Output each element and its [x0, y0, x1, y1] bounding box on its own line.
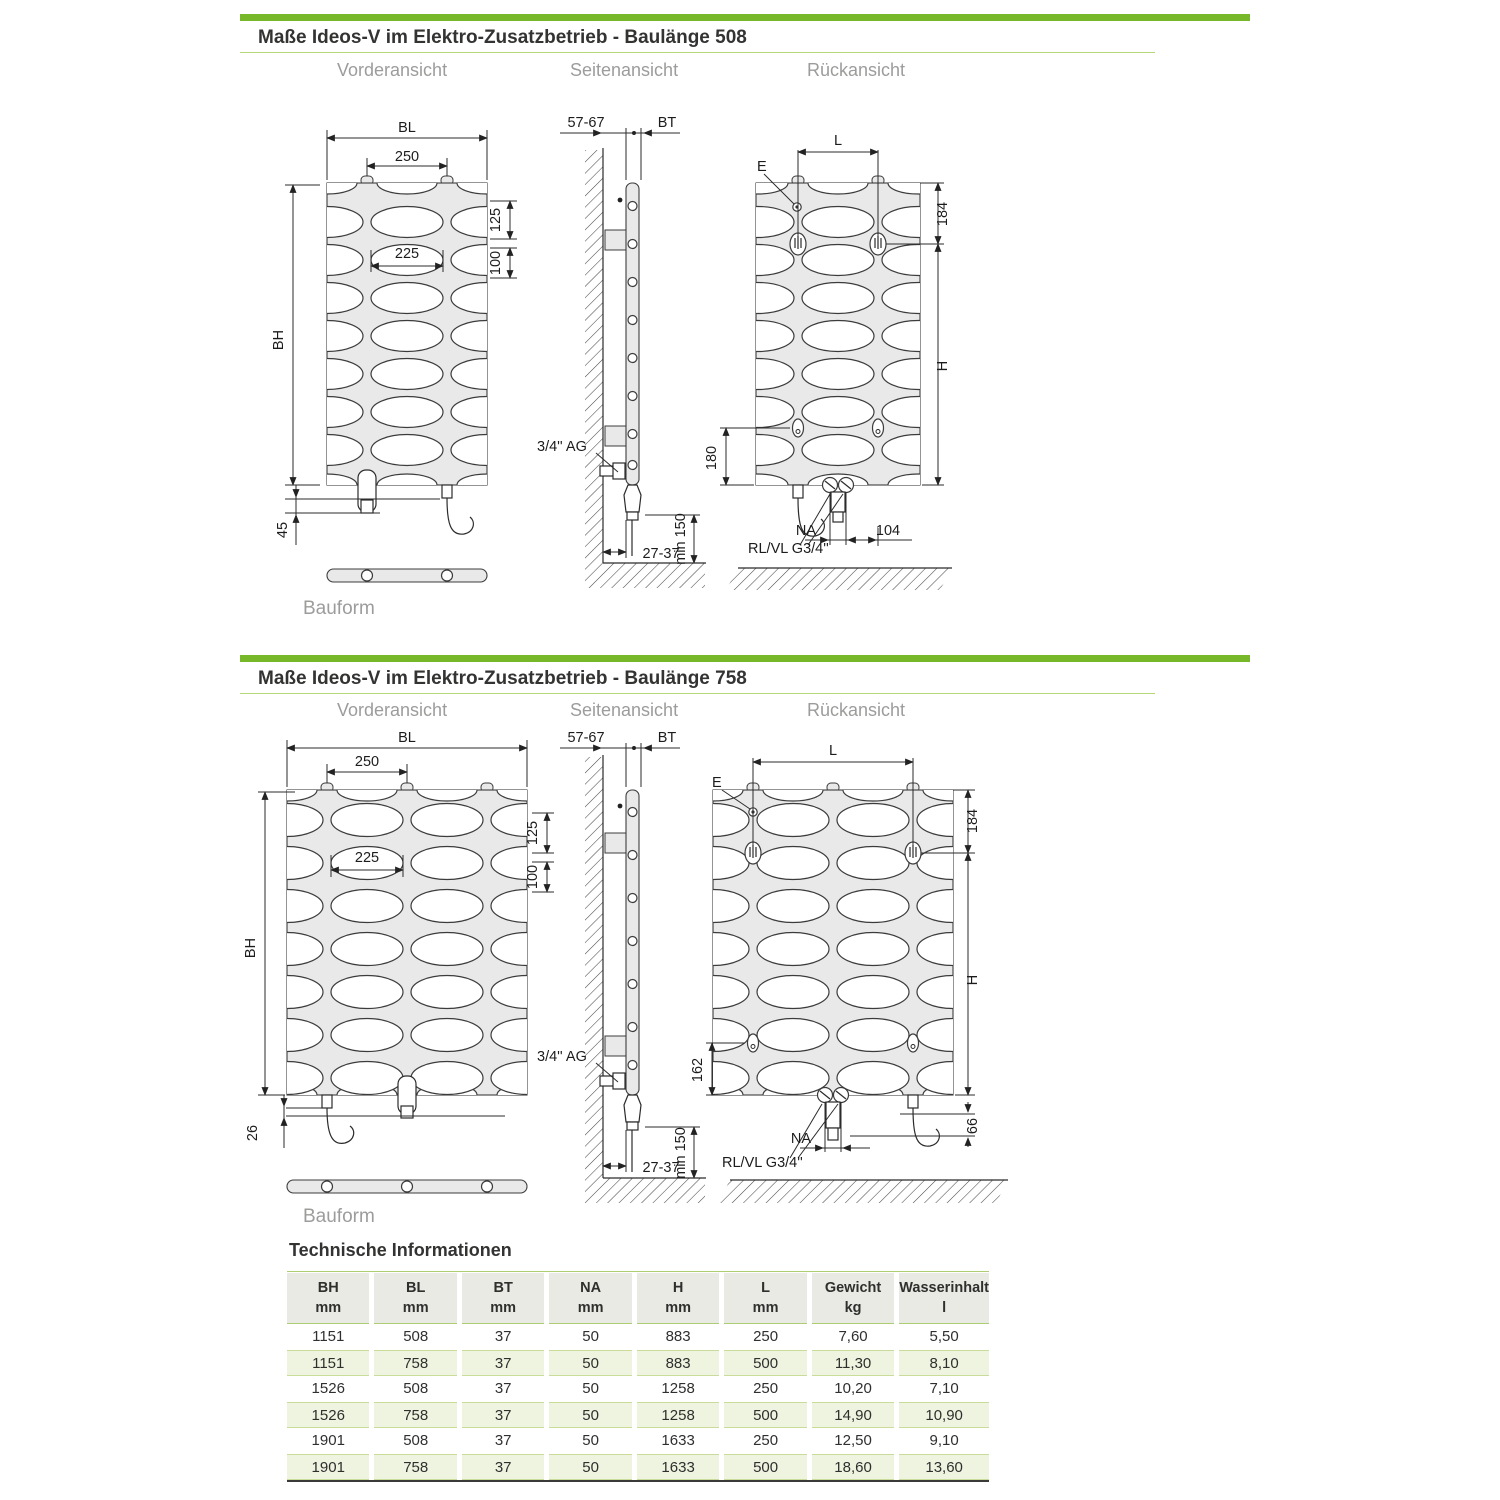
section2-accent-bar [240, 655, 1250, 662]
cell: 13,60 [899, 1454, 989, 1480]
cable-fitting [322, 1095, 332, 1108]
cable-fitting [442, 485, 452, 498]
cell: 500 [724, 1402, 806, 1428]
cell: 37 [462, 1402, 544, 1428]
cell: 10,20 [812, 1376, 894, 1402]
cell: 1526 [287, 1402, 369, 1428]
bauform-label-508: Bauform [303, 598, 375, 619]
cable-fitting [793, 485, 803, 498]
cell: 50 [549, 1428, 631, 1454]
label-e: E [712, 775, 722, 791]
cell: 1633 [637, 1454, 719, 1480]
dim-bt: BT [657, 730, 677, 746]
cell: 37 [462, 1428, 544, 1454]
cell: 12,50 [812, 1428, 894, 1454]
cell: 50 [549, 1454, 631, 1480]
cell: 37 [462, 1324, 544, 1350]
dim-bt: BT [657, 115, 677, 131]
ag-fitting [600, 1076, 614, 1086]
dim-27-37: 27-37 [642, 546, 680, 562]
dim-45: 45 [275, 521, 291, 539]
section2-divider [240, 693, 1155, 694]
dim-162: 162 [690, 1057, 706, 1083]
dim-66: 66 [965, 1117, 981, 1135]
section2-title: Maße Ideos-V im Elektro-Zusatzbetrieb - Baulänge 758 [258, 668, 747, 689]
wall-hatch [585, 150, 603, 563]
dim-h: H [935, 360, 951, 372]
cell: 758 [374, 1402, 456, 1428]
dim-225: 225 [394, 246, 420, 262]
section1-accent-bar [240, 14, 1250, 21]
cell: 11,30 [812, 1350, 894, 1376]
air-vent [618, 804, 623, 809]
cell: 1151 [287, 1324, 369, 1350]
table-heading: Technische Informationen [289, 1240, 512, 1260]
label-ag: 3/4'' AG [537, 1049, 587, 1065]
label-e: E [757, 159, 767, 175]
cell: 10,90 [899, 1402, 989, 1428]
section2-label-side: Seitenansicht [570, 700, 679, 720]
bauform-label-758: Bauform [303, 1206, 375, 1227]
dim-225: 225 [354, 850, 380, 866]
wall-bracket [605, 426, 626, 446]
cell: 37 [462, 1350, 544, 1376]
dim-min150: min 150 [673, 1127, 689, 1179]
label-rlvl: RL/VL G3/4'' [748, 541, 829, 557]
side-view-508 [537, 115, 706, 588]
column-header-l: L mm [724, 1273, 806, 1324]
floor-hatch [585, 1178, 705, 1203]
cell: 508 [374, 1428, 456, 1454]
bauform-profile-758 [287, 1180, 527, 1193]
lower-bracket [748, 1034, 759, 1052]
cell: 250 [724, 1376, 806, 1402]
cell: 500 [724, 1454, 806, 1480]
lower-bracket [793, 419, 804, 437]
section2-drawing-758 [0, 730, 1500, 1235]
dim-l: L [828, 743, 838, 759]
valve-block [818, 1088, 849, 1141]
dim-250: 250 [354, 754, 380, 770]
cell: 37 [462, 1376, 544, 1402]
cell: 1258 [637, 1402, 719, 1428]
dim-bl: BL [398, 120, 416, 136]
cell: 883 [637, 1324, 719, 1350]
dim-125: 125 [488, 207, 504, 233]
floor-hatch [726, 568, 952, 590]
cell: 9,10 [899, 1428, 989, 1454]
dim-h: H [965, 974, 981, 986]
cell: 7,60 [812, 1324, 894, 1350]
section1-title: Maße Ideos-V im Elektro-Zusatzbetrieb - Baulänge 508 [258, 27, 747, 48]
cell: 758 [374, 1350, 456, 1376]
dim-57-67: 57-67 [567, 115, 605, 131]
column-header-h: H mm [637, 1273, 719, 1324]
ag-fitting [600, 466, 614, 476]
cable-hook [447, 498, 473, 534]
dim-bl: BL [398, 730, 416, 746]
section1-label-side: Seitenansicht [570, 60, 679, 80]
dim-184: 184 [935, 201, 951, 227]
label-ag: 3/4'' AG [537, 439, 587, 455]
wall-bracket [605, 1036, 626, 1056]
cell: 758 [374, 1454, 456, 1480]
section2-label-rear: Rückansicht [807, 700, 906, 720]
wall-hatch [585, 757, 603, 1178]
cell: 50 [549, 1324, 631, 1350]
label-rlvl: RL/VL G3/4'' [722, 1155, 803, 1171]
dim-100: 100 [488, 250, 504, 276]
dim-bh: BH [243, 937, 259, 959]
section1-label-rear: Rückansicht [807, 60, 906, 80]
lower-bracket [873, 419, 884, 437]
cell: 18,60 [812, 1454, 894, 1480]
cell: 14,90 [812, 1402, 894, 1428]
dim-184: 184 [965, 808, 981, 834]
wall-bracket [605, 833, 626, 853]
dim-26: 26 [245, 1124, 261, 1142]
air-vent [618, 198, 623, 203]
cell: 37 [462, 1454, 544, 1480]
floor-hatch [585, 563, 705, 588]
cell: 883 [637, 1350, 719, 1376]
dim-na: NA [790, 1131, 811, 1147]
section1-divider [240, 52, 1155, 53]
column-header-gewicht: Gewicht kg [812, 1273, 894, 1324]
cell: 1901 [287, 1428, 369, 1454]
column-header-bl: BL mm [374, 1273, 456, 1324]
column-header-bt: BT mm [462, 1273, 544, 1324]
lower-bracket [908, 1034, 919, 1052]
cell: 50 [549, 1376, 631, 1402]
cable-fitting [908, 1095, 918, 1108]
front-view-758 [243, 730, 563, 1148]
side-view-758 [537, 730, 706, 1203]
column-header-na: NA mm [549, 1273, 631, 1324]
dim-104: 104 [875, 523, 901, 539]
technical-information-section [287, 1240, 989, 1482]
dim-250: 250 [394, 149, 420, 165]
section1-label-front: Vorderansicht [337, 60, 448, 80]
cable-hook [327, 1108, 354, 1143]
e-connection-point [793, 203, 801, 211]
front-view-508 [271, 120, 523, 545]
cell: 7,10 [899, 1376, 989, 1402]
cell: 250 [724, 1324, 806, 1350]
cell: 1901 [287, 1454, 369, 1480]
column-header-wasserinhalt: Wasserinhalt l [899, 1273, 989, 1324]
cell: 1151 [287, 1350, 369, 1376]
cell: 1526 [287, 1376, 369, 1402]
cell: 250 [724, 1428, 806, 1454]
cell: 50 [549, 1402, 631, 1428]
table-bottom-border [287, 1480, 989, 1482]
dim-min150: min 150 [673, 513, 689, 565]
cell: 1258 [637, 1376, 719, 1402]
dim-57-67: 57-67 [567, 730, 605, 746]
floor-hatch [718, 1180, 1008, 1203]
dim-l: L [833, 133, 843, 149]
dim-bh: BH [271, 329, 287, 351]
cell: 50 [549, 1350, 631, 1376]
valve-body [624, 1095, 641, 1122]
bauform-profile-508 [327, 569, 487, 582]
radiator-profile [626, 183, 639, 485]
dim-27-37: 27-37 [642, 1160, 680, 1176]
cell: 8,10 [899, 1350, 989, 1376]
cell: 500 [724, 1350, 806, 1376]
cell: 508 [374, 1324, 456, 1350]
cell: 1633 [637, 1428, 719, 1454]
cell: 508 [374, 1376, 456, 1402]
dim-na: NA [795, 523, 816, 539]
section2-label-front: Vorderansicht [337, 700, 448, 720]
valve-body [624, 485, 641, 512]
dim-125: 125 [525, 820, 541, 846]
dim-180: 180 [704, 445, 720, 471]
column-header-bh: BH mm [287, 1273, 369, 1324]
dim-100: 100 [525, 864, 541, 890]
technical-table [287, 1271, 989, 1480]
wall-bracket [605, 230, 626, 250]
section1-drawing-508 [0, 100, 1500, 640]
rear-view-508 [704, 133, 954, 590]
cell: 5,50 [899, 1324, 989, 1350]
rear-view-758 [677, 743, 1008, 1203]
